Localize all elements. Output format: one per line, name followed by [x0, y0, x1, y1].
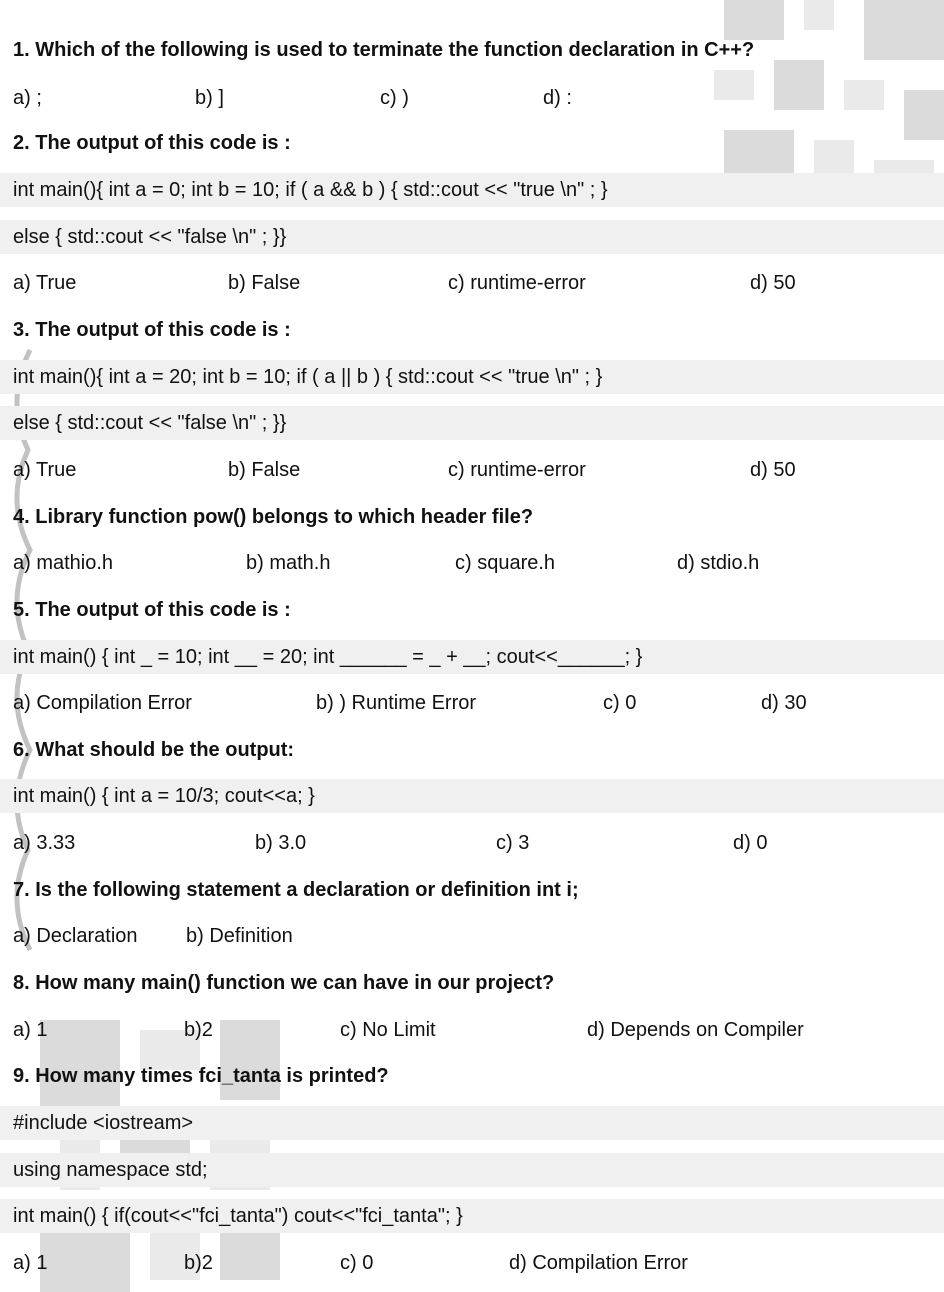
question-4-text: 4. Library function pow() belongs to which header file?	[13, 506, 534, 528]
question-6-text: 6. What should be the output:	[13, 739, 295, 761]
option-b[interactable]: b)2	[184, 1019, 213, 1041]
question-7-text: 7. Is the following statement a declaration or definition int i;	[13, 879, 579, 901]
option-c[interactable]: c) No Limit	[340, 1019, 436, 1041]
question-6-options	[0, 826, 944, 860]
question-1-options	[0, 81, 944, 115]
option-a[interactable]: a) Compilation Error	[13, 692, 192, 714]
option-c[interactable]: c) )	[380, 87, 409, 109]
question-5-text: 5. The output of this code is :	[13, 599, 291, 621]
option-a[interactable]: a) mathio.h	[13, 552, 114, 574]
question-2-options	[0, 266, 944, 300]
option-c[interactable]: c) 3	[496, 832, 530, 854]
question-9-options	[0, 1246, 944, 1280]
option-a[interactable]: a) Declaration	[13, 925, 138, 947]
question-9-text: 9. How many times fci_tanta is printed?	[13, 1065, 389, 1087]
option-b[interactable]: b) ]	[195, 87, 224, 109]
option-b[interactable]: b) math.h	[246, 552, 331, 574]
option-a[interactable]: a) 1	[13, 1252, 48, 1274]
option-b[interactable]: b) Definition	[186, 925, 293, 947]
option-d[interactable]: d) :	[543, 87, 572, 109]
option-b[interactable]: b) False	[228, 272, 301, 294]
option-b[interactable]: b) False	[228, 459, 301, 481]
code-line: int main() { int a = 10/3; cout<<a; }	[0, 779, 944, 813]
option-d[interactable]: d) stdio.h	[677, 552, 760, 574]
option-a[interactable]: a) 3.33	[13, 832, 76, 854]
option-b[interactable]: b) ) Runtime Error	[316, 692, 477, 714]
option-b[interactable]: b) 3.0	[255, 832, 307, 854]
question-1-text: 1. Which of the following is used to terminate the function declaration in C++?	[13, 39, 755, 61]
question-3-text: 3. The output of this code is :	[13, 319, 291, 341]
question-8-text: 8. How many main() function we can have in our project?	[13, 972, 555, 994]
question-3-options	[0, 453, 944, 487]
code-line: int main(){ int a = 20; int b = 10; if ( a || b ) { std::cout << "true \n" ; }	[0, 360, 944, 394]
code-line: int main() { if(cout<<"fci_tanta") cout<<"fci_tanta"; }	[0, 1199, 944, 1233]
option-a[interactable]: a) 1	[13, 1019, 48, 1041]
question-5-options	[0, 686, 944, 720]
option-d[interactable]: d) 30	[761, 692, 807, 714]
option-d[interactable]: d) 0	[733, 832, 768, 854]
code-line: int main() { int _ = 10; int __ = 20; int ______ = _ + __; cout<<______; }	[0, 640, 944, 674]
option-a[interactable]: a) ;	[13, 87, 42, 109]
code-line: else { std::cout << "false \n" ; }}	[0, 220, 944, 254]
option-c[interactable]: c) runtime-error	[448, 272, 586, 294]
option-d[interactable]: d) Depends on Compiler	[587, 1019, 804, 1041]
option-c[interactable]: c) 0	[603, 692, 637, 714]
option-c[interactable]: c) square.h	[455, 552, 556, 574]
option-a[interactable]: a) True	[13, 459, 77, 481]
option-d[interactable]: d) 50	[750, 459, 796, 481]
question-4-options	[0, 546, 944, 580]
code-line: int main(){ int a = 0; int b = 10; if ( a && b ) { std::cout << "true \n" ; }	[0, 173, 944, 207]
code-line: else { std::cout << "false \n" ; }}	[0, 406, 944, 440]
question-7-options	[0, 919, 944, 953]
option-d[interactable]: d) 50	[750, 272, 796, 294]
option-b[interactable]: b)2	[184, 1252, 213, 1274]
option-c[interactable]: c) runtime-error	[448, 459, 586, 481]
code-line: using namespace std;	[0, 1153, 944, 1187]
option-a[interactable]: a) True	[13, 272, 77, 294]
question-2-text: 2. The output of this code is :	[13, 132, 291, 154]
question-8-options	[0, 1013, 944, 1047]
code-line: #include <iostream>	[0, 1106, 944, 1140]
option-d[interactable]: d) Compilation Error	[509, 1252, 688, 1274]
option-c[interactable]: c) 0	[340, 1252, 374, 1274]
